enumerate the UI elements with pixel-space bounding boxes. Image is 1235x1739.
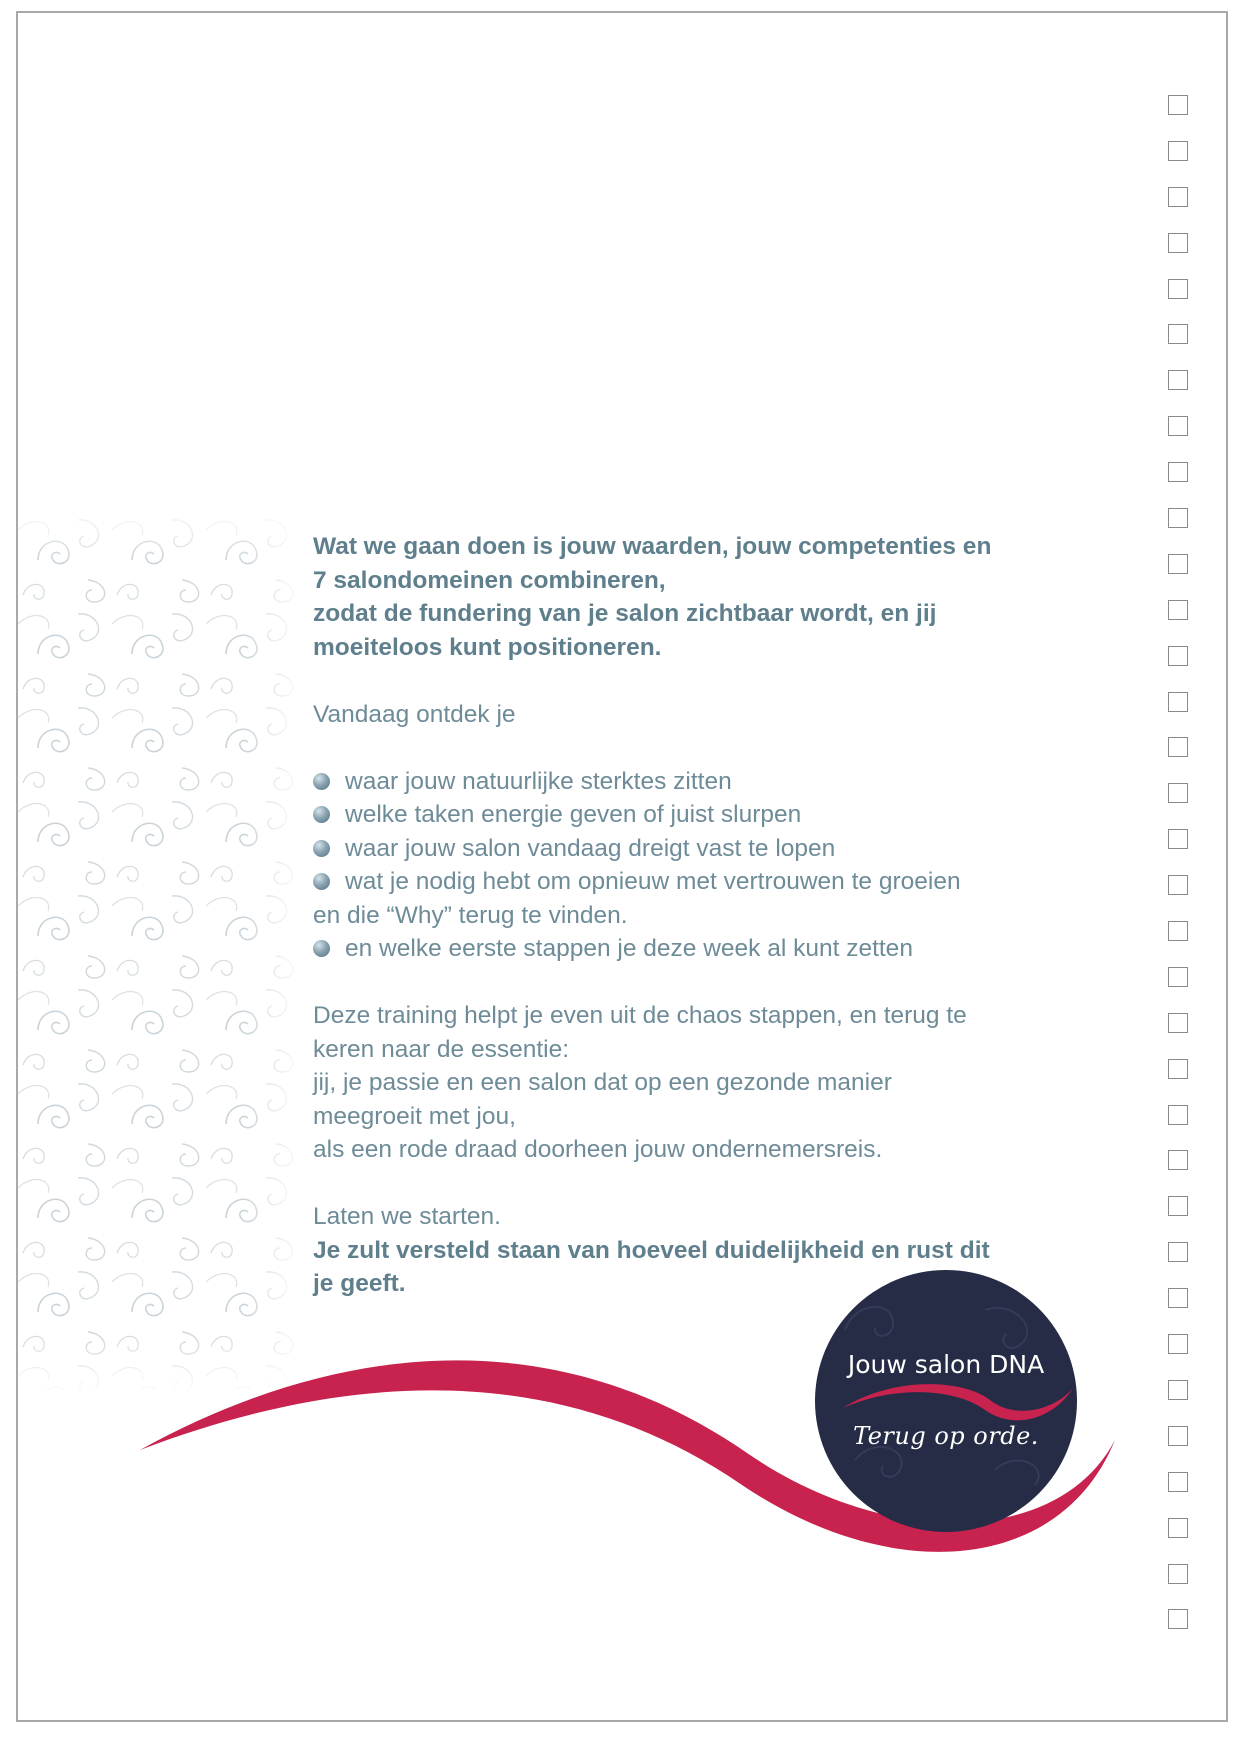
list-item (313, 865, 1053, 932)
discover-list (313, 765, 1053, 966)
list-item-continuation: en die “Why” terug te vinden. (313, 901, 628, 929)
checkbox[interactable] (1168, 187, 1188, 207)
checkbox[interactable] (1168, 279, 1188, 299)
logo-title: Jouw salon DNA (847, 1350, 1045, 1379)
list-item-text: waar jouw salon vandaag dreigt vast te lopen (345, 834, 836, 862)
checkbox[interactable] (1168, 692, 1188, 712)
checkbox[interactable] (1168, 554, 1188, 574)
training-line: jij, je passie en een salon dat op een gezonde manier (313, 1069, 892, 1096)
checkbox[interactable] (1168, 1150, 1188, 1170)
checkbox[interactable] (1168, 462, 1188, 482)
checkbox[interactable] (1168, 508, 1188, 528)
checkbox-column (1168, 95, 1192, 1655)
training-line: Deze training helpt je even uit de chaos stappen, en terug te (313, 1002, 967, 1029)
checkbox[interactable] (1168, 1518, 1188, 1538)
closing-line: Laten we starten. (313, 1203, 501, 1230)
salon-dna-logo (815, 1270, 1077, 1532)
discover-heading: Vandaag ontdek je (313, 700, 516, 728)
checkbox[interactable] (1168, 1609, 1188, 1629)
checkbox[interactable] (1168, 1564, 1188, 1584)
checkbox[interactable] (1168, 646, 1188, 666)
checkbox[interactable] (1168, 95, 1188, 115)
checkbox[interactable] (1168, 233, 1188, 253)
bullet-dot-icon (313, 806, 330, 823)
checkbox[interactable] (1168, 967, 1188, 987)
intro-line: zodat de fundering van je salon zichtbaar wordt, en jij (313, 600, 937, 627)
checkbox[interactable] (1168, 1380, 1188, 1400)
checkbox[interactable] (1168, 921, 1188, 941)
checkbox[interactable] (1168, 1426, 1188, 1446)
training-line: meegroeit met jou, (313, 1102, 516, 1130)
main-text-block (313, 530, 1053, 1301)
checkbox[interactable] (1168, 141, 1188, 161)
list-item (313, 832, 1053, 866)
checkbox[interactable] (1168, 737, 1188, 757)
closing-line: je geeft. (313, 1270, 406, 1297)
closing-line: Je zult versteld staan van hoeveel duidelijkheid en rust dit (313, 1236, 990, 1264)
checkbox[interactable] (1168, 416, 1188, 436)
checkbox[interactable] (1168, 370, 1188, 390)
bullet-dot-icon (313, 873, 330, 890)
logo-swirl-icon (815, 1270, 1077, 1532)
intro-line: moeiteloos kunt positioneren. (313, 633, 662, 661)
swirl-pattern-decoration (18, 510, 300, 1390)
checkbox[interactable] (1168, 829, 1188, 849)
bullet-dot-icon (313, 773, 330, 790)
list-item-text: welke taken energie geven of juist slurpen (345, 801, 802, 828)
checkbox[interactable] (1168, 1242, 1188, 1262)
list-item-text: waar jouw natuurlijke sterktes zitten (345, 767, 732, 795)
training-line: keren naar de essentie: (313, 1035, 570, 1063)
checkbox[interactable] (1168, 1105, 1188, 1125)
checkbox[interactable] (1168, 1288, 1188, 1308)
list-item (313, 765, 1053, 799)
checkbox[interactable] (1168, 875, 1188, 895)
checkbox[interactable] (1168, 1196, 1188, 1216)
list-item-text: wat je nodig hebt om opnieuw met vertrouwen te groeien (345, 868, 961, 895)
bullet-dot-icon (313, 940, 330, 957)
checkbox[interactable] (1168, 1059, 1188, 1079)
checkbox[interactable] (1168, 1334, 1188, 1354)
list-item (313, 932, 1053, 966)
checkbox[interactable] (1168, 1472, 1188, 1492)
list-item-text: en welke eerste stappen je deze week al kunt zetten (345, 935, 913, 962)
checkbox[interactable] (1168, 600, 1188, 620)
checkbox[interactable] (1168, 783, 1188, 803)
intro-line: 7 salondomeinen combineren, (313, 566, 666, 594)
list-item (313, 798, 1053, 832)
bullet-dot-icon (313, 840, 330, 857)
checkbox[interactable] (1168, 1013, 1188, 1033)
intro-line: Wat we gaan doen is jouw waarden, jouw competenties en (313, 533, 992, 560)
logo-tagline: Terug op orde. (853, 1422, 1039, 1450)
checkbox[interactable] (1168, 324, 1188, 344)
training-line: als een rode draad doorheen jouw ondernemersreis. (313, 1136, 883, 1163)
